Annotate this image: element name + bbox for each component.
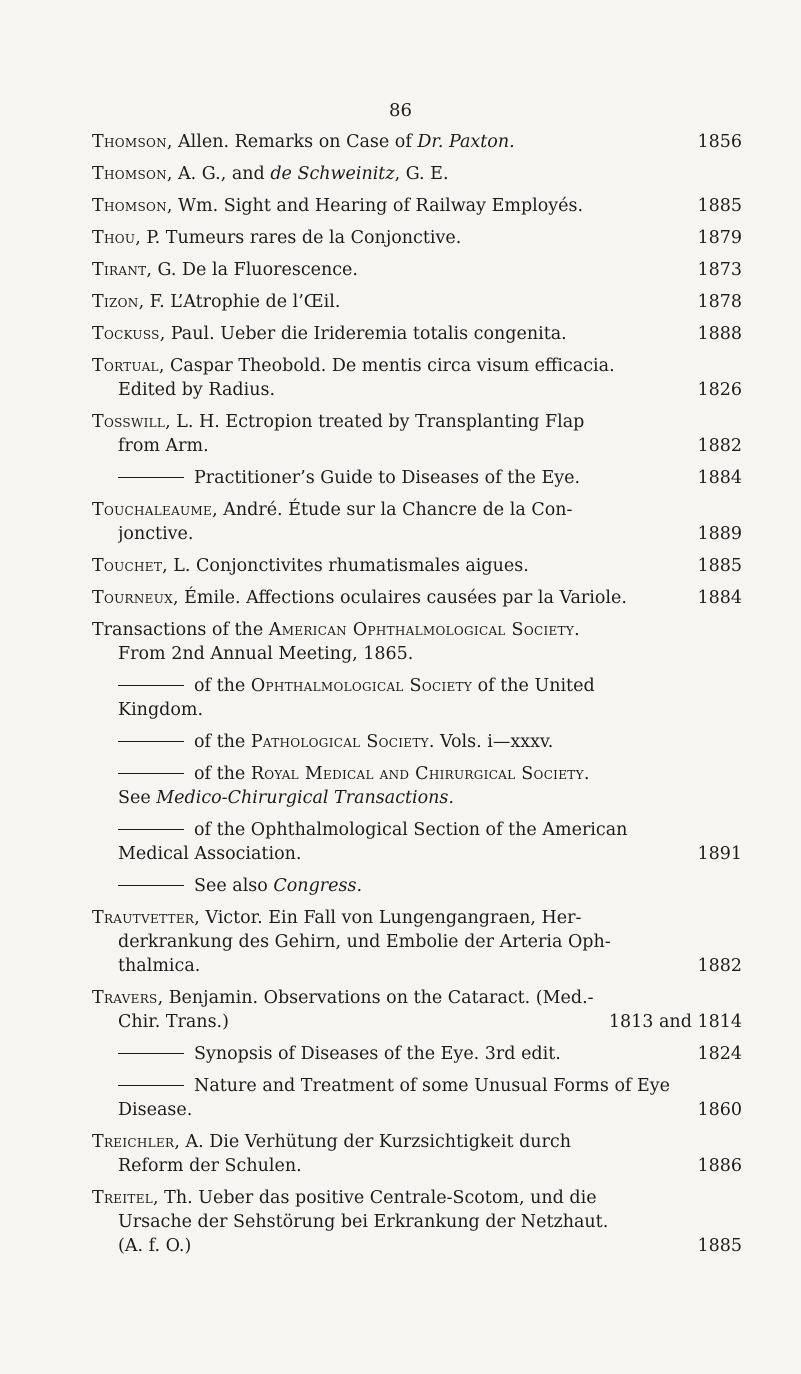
entry-text xyxy=(118,842,689,866)
entry-line xyxy=(92,498,742,522)
entry-segment: Nature and Treatment of some Unusual Forms of Eye xyxy=(194,1076,671,1096)
entry-line xyxy=(92,1130,742,1154)
bibliography-list xyxy=(92,130,742,1266)
entry-segment: derkrankung des Gehirn, und Embolie der Arteria Oph- xyxy=(118,932,611,952)
bibliography-entry xyxy=(92,410,742,458)
author-name: Thomson xyxy=(92,196,167,216)
entry-text xyxy=(92,818,742,842)
entry-year: 1885 xyxy=(697,556,742,576)
entry-line xyxy=(92,162,742,186)
bibliography-entry xyxy=(92,130,742,154)
author-name: Thou xyxy=(92,228,136,248)
entry-segment: , A. G., and xyxy=(166,164,271,184)
entry-text xyxy=(92,554,689,578)
author-name: Tortual xyxy=(92,356,159,376)
entry-text xyxy=(92,618,742,642)
entry-segment: Chir. Trans.) xyxy=(118,1012,229,1032)
author-name: Thomson xyxy=(92,132,167,152)
entry-year: 1891 xyxy=(697,844,742,864)
entry-line xyxy=(92,410,742,434)
entry-year: 1882 xyxy=(697,956,742,976)
entry-line xyxy=(92,1210,742,1234)
author-name: Tockuss xyxy=(92,324,160,344)
entry-text xyxy=(92,762,742,786)
entry-year: 1878 xyxy=(697,292,742,312)
entry-text xyxy=(118,954,689,978)
entry-line xyxy=(92,930,742,954)
entry-line xyxy=(92,786,742,810)
entry-segment: , André. Étude sur la Chancre de la Con- xyxy=(212,500,573,520)
entry-text xyxy=(92,1130,742,1154)
entry-text xyxy=(118,434,689,458)
entry-text xyxy=(118,642,742,666)
entry-text xyxy=(92,674,742,698)
entry-segment: of the xyxy=(194,676,251,696)
entry-line xyxy=(92,674,742,698)
italic-title: Medico-Chirurgical Transactions. xyxy=(156,788,454,808)
entry-line xyxy=(92,354,742,378)
entry-text xyxy=(118,1210,742,1234)
entry-text xyxy=(92,410,742,434)
entry-year: 1884 xyxy=(697,468,742,488)
entry-line xyxy=(92,130,742,154)
author-name: Trautvetter xyxy=(92,908,195,928)
entry-line xyxy=(92,1042,742,1066)
author-name: Thomson xyxy=(92,164,167,184)
entry-segment: , P. Tumeurs rares de la Conjonctive. xyxy=(135,228,462,248)
entry-segment: , L. Conjonctivites rhumatismales aigues. xyxy=(162,556,529,576)
entry-text xyxy=(118,930,742,954)
bibliography-entry xyxy=(92,162,742,186)
author-name: Pathological Society xyxy=(250,732,429,752)
entry-year: 1856 xyxy=(697,132,742,152)
italic-title: de Schweinitz xyxy=(270,164,395,184)
ditto-rule xyxy=(118,1085,184,1086)
entry-year: 1886 xyxy=(697,1156,742,1176)
entry-segment: of the xyxy=(194,764,251,784)
entry-text xyxy=(92,194,689,218)
entry-segment: from Arm. xyxy=(118,436,209,456)
entry-line xyxy=(92,1074,742,1098)
bibliography-entry xyxy=(92,730,742,754)
entry-text xyxy=(118,786,742,810)
entry-text xyxy=(92,498,742,522)
author-name: Travers xyxy=(92,988,158,1008)
entry-year: 1888 xyxy=(697,324,742,344)
entry-year: 1813 and 1814 xyxy=(608,1012,742,1032)
entry-text xyxy=(118,378,689,402)
entry-text xyxy=(92,986,742,1010)
ditto-rule xyxy=(118,477,184,478)
entry-line xyxy=(92,618,742,642)
entry-segment: Reform der Schulen. xyxy=(118,1156,302,1176)
ditto-rule xyxy=(118,829,184,830)
entry-segment: . xyxy=(583,764,590,784)
bibliography-entry xyxy=(92,554,742,578)
entry-year: 1885 xyxy=(697,196,742,216)
entry-year: 1826 xyxy=(697,380,742,400)
author-name: Ophthalmological Society xyxy=(250,676,473,696)
entry-segment: , G. E. xyxy=(394,164,449,184)
entry-segment: Edited by Radius. xyxy=(118,380,276,400)
entry-line xyxy=(92,842,742,866)
bibliography-entry xyxy=(92,586,742,610)
entry-line xyxy=(92,258,742,282)
entry-year: 1873 xyxy=(697,260,742,280)
entry-segment: Transactions of the xyxy=(92,620,269,640)
bibliography-entry xyxy=(92,1042,742,1066)
entry-text xyxy=(92,466,689,490)
entry-line xyxy=(92,730,742,754)
entry-line xyxy=(92,226,742,250)
entry-segment: Medical Association. xyxy=(118,844,302,864)
entry-year: 1879 xyxy=(697,228,742,248)
bibliography-entry xyxy=(92,1074,742,1122)
entry-text xyxy=(118,1010,601,1034)
entry-segment: Disease. xyxy=(118,1100,193,1120)
entry-text xyxy=(118,522,689,546)
author-name: Tirant xyxy=(92,260,147,280)
entry-text xyxy=(118,1234,689,1258)
author-name: American Ophthalmological Society xyxy=(268,620,575,640)
entry-segment: See xyxy=(118,788,157,808)
entry-line xyxy=(92,586,742,610)
entry-year: 1885 xyxy=(697,1236,742,1256)
entry-text xyxy=(92,1042,689,1066)
bibliography-entry xyxy=(92,258,742,282)
entry-segment: . Vols. i—xxxv. xyxy=(428,732,554,752)
entry-text xyxy=(92,354,742,378)
entry-line xyxy=(92,1154,742,1178)
entry-segment: (A. f. O.) xyxy=(118,1236,192,1256)
entry-year: 1884 xyxy=(697,588,742,608)
entry-year: 1824 xyxy=(697,1044,742,1064)
entry-segment: of the Ophthalmological Section of the American xyxy=(194,820,628,840)
entry-segment: , A. Die Verhütung der Kurzsichtigkeit durch xyxy=(174,1132,571,1152)
entry-segment: , L. H. Ectropion treated by Transplanting Flap xyxy=(165,412,585,432)
entry-line xyxy=(92,554,742,578)
entry-segment: From 2nd Annual Meeting, 1865. xyxy=(118,644,414,664)
author-name: Touchet xyxy=(92,556,163,576)
bibliography-entry xyxy=(92,874,742,898)
entry-text xyxy=(92,322,689,346)
author-name: Tizon xyxy=(92,292,139,312)
author-name: Treitel xyxy=(92,1188,154,1208)
entry-line xyxy=(92,906,742,930)
bibliography-entry xyxy=(92,354,742,402)
ditto-rule xyxy=(118,741,184,742)
bibliography-entry xyxy=(92,498,742,546)
entry-line xyxy=(92,1098,742,1122)
italic-title: Dr. Paxton. xyxy=(417,132,515,152)
bibliography-entry xyxy=(92,906,742,978)
ditto-rule xyxy=(118,1053,184,1054)
entry-segment: . xyxy=(574,620,580,640)
entry-segment: , F. L’Atrophie de l’Œil. xyxy=(138,292,341,312)
entry-segment: , Wm. Sight and Hearing of Railway Employés. xyxy=(166,196,584,216)
bibliography-entry xyxy=(92,466,742,490)
bibliography-entry xyxy=(92,322,742,346)
entry-segment: Synopsis of Diseases of the Eye. 3rd edit. xyxy=(194,1044,561,1064)
entry-segment: , Caspar Theobold. De mentis circa visum efficacia. xyxy=(158,356,615,376)
bibliography-entry xyxy=(92,226,742,250)
bibliography-entry xyxy=(92,762,742,810)
bibliography-entry xyxy=(92,1130,742,1178)
entry-line xyxy=(92,434,742,458)
bibliography-entry xyxy=(92,674,742,722)
italic-title: Congress. xyxy=(273,876,363,896)
entry-segment: Practitioner’s Guide to Diseases of the Eye. xyxy=(194,468,581,488)
entry-line xyxy=(92,1234,742,1258)
entry-text xyxy=(92,290,689,314)
author-name: Tosswill xyxy=(92,412,166,432)
bibliography-entry xyxy=(92,618,742,666)
author-name: Tourneux xyxy=(92,588,173,608)
entry-text xyxy=(118,1098,689,1122)
ditto-rule xyxy=(118,885,184,886)
entry-text xyxy=(92,1074,742,1098)
entry-text xyxy=(92,1186,742,1210)
entry-year: 1889 xyxy=(697,524,742,544)
entry-year: 1860 xyxy=(697,1100,742,1120)
entry-segment: Ursache der Sehstörung bei Erkrankung der Netzhaut. xyxy=(118,1212,609,1232)
entry-line xyxy=(92,986,742,1010)
entry-line xyxy=(92,1186,742,1210)
entry-line xyxy=(92,642,742,666)
bibliography-entry xyxy=(92,194,742,218)
entry-segment: of the United xyxy=(472,676,595,696)
entry-line xyxy=(92,762,742,786)
entry-text xyxy=(92,258,689,282)
bibliography-entry xyxy=(92,986,742,1034)
author-name: Royal Medical and Chirurgical Society xyxy=(250,764,584,784)
entry-segment: of the xyxy=(194,732,251,752)
bibliography-entry xyxy=(92,818,742,866)
entry-segment: , Émile. Affections oculaires causées par la Variole. xyxy=(172,588,627,608)
bibliography-entry xyxy=(92,1186,742,1258)
entry-text xyxy=(92,162,742,186)
entry-text xyxy=(92,130,689,154)
entry-line xyxy=(92,954,742,978)
entry-line xyxy=(92,378,742,402)
entry-text xyxy=(92,586,689,610)
entry-line xyxy=(92,522,742,546)
entry-segment: See also xyxy=(194,876,274,896)
entry-segment: , G. De la Fluorescence. xyxy=(146,260,358,280)
entry-line xyxy=(92,322,742,346)
entry-segment: , Victor. Ein Fall von Lungengangraen, Her- xyxy=(194,908,582,928)
entry-year: 1882 xyxy=(697,436,742,456)
entry-line xyxy=(92,698,742,722)
entry-segment: jonctive. xyxy=(118,524,194,544)
ditto-rule xyxy=(118,685,184,686)
bibliography-entry xyxy=(92,290,742,314)
entry-segment: , Paul. Ueber die Irideremia totalis congenita. xyxy=(159,324,567,344)
entry-segment: , Th. Ueber das positive Centrale-Scotom, und die xyxy=(153,1188,597,1208)
page-number: 86 xyxy=(389,100,412,121)
entry-line xyxy=(92,290,742,314)
entry-segment: Kingdom. xyxy=(118,700,204,720)
entry-segment: , Benjamin. Observations on the Cataract. (Med.- xyxy=(157,988,594,1008)
entry-line xyxy=(92,818,742,842)
ditto-rule xyxy=(118,773,184,774)
entry-line xyxy=(92,874,742,898)
entry-text xyxy=(92,226,689,250)
entry-text xyxy=(92,906,742,930)
entry-text xyxy=(118,1154,689,1178)
entry-text xyxy=(92,730,742,754)
entry-line xyxy=(92,466,742,490)
author-name: Touchaleaume xyxy=(92,500,213,520)
entry-text xyxy=(118,698,742,722)
entry-segment: thalmica. xyxy=(118,956,201,976)
entry-segment: , Allen. Remarks on Case of xyxy=(166,132,418,152)
entry-line xyxy=(92,194,742,218)
entry-text xyxy=(92,874,742,898)
entry-line xyxy=(92,1010,742,1034)
author-name: Treichler xyxy=(92,1132,175,1152)
